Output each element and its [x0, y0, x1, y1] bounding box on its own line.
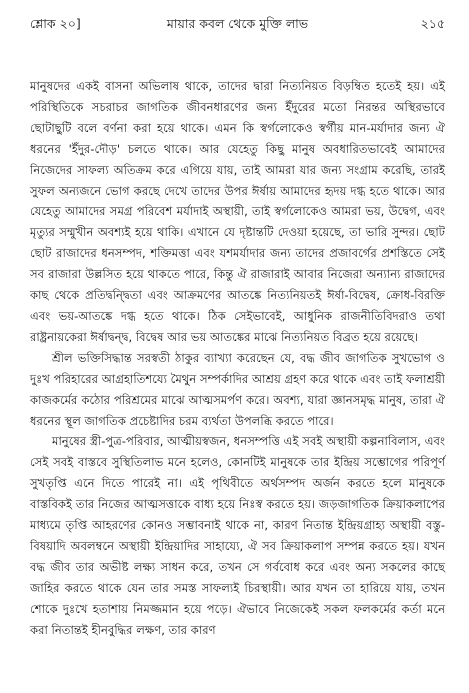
- verse-reference: শ্লোক ২০]: [30, 16, 81, 31]
- paragraph-2: শ্রীল ভক্তিসিদ্ধান্ত সরস্বতী ঠাকুর ব্যাখ্যা করেছেন যে, বদ্ধ জীব জাগতিক সুখভোগ ও দুঃখ পরিহারের আগ্রহাতিশয্যে মৈথুন সম্পর্কাদির আশ্রয় গ্রহণ করে থাকে এবং তাই ফলাশ্রয়ী কাজকর্মের কঠোর পরিশ্রমের মাঝে আত্মসমর্পণ করে। অবশ্য, যারা জ্ঞানসমৃদ্ধ মানুষ, তারা ঐ ধরনের স্থূল জাগতিক প্রচেষ্টাদির চরম ব্যর্থতা উপলব্ধি করতে পারে।: [30, 350, 445, 428]
- chapter-title: মায়ার কবল থেকে মুক্তি লাভ: [166, 16, 309, 31]
- page-number: ২১৫: [420, 16, 445, 31]
- paragraph-1: মানুষদের একই বাসনা অভিলাষ থাকে, তাদের দ্বারা নিত্যনিয়ত বিড়ম্বিত হতেই হয়। এই পরিস্থিতিকে সচরাচর জাগতিক জীবনধারণের জন্য ইঁদুরের মতো নিরন্তর অস্থিরভাবে ছোটাছুটি বলে বর্ণনা করা হয়ে থাকে। এমন কি স্বর্গলোকেও স্বর্গীয় মান-মর্যাদার জন্য ঐ ধরনের 'ইঁদুর-দৌড়' চলতে থাকে। আর যেহেতু কিছু মানুষ অবধারিতভাবেই আমাদের নিজেদের সাফল্য অতিক্রম করে এগিয়ে যায়, তাই আমরা যার জন্য সংগ্রাম করেছি, তারই সুফল অন্যজনে ভোগ করছে দেখে তাদের উপর ঈর্ষায় আমাদের হৃদয় দগ্ধ হতে থাকে। আর যেহেতু আমাদের সমগ্র পরিবেশ মর্যাদাই অস্থায়ী, তাই স্বর্গলোকেও আমরা ভয়, উদ্বেগ, এবং মৃত্যুর সম্মুখীন অবশ্যই হয়ে থাকি। এখানে যে দৃষ্টান্তটি দেওয়া হয়েছে, তা ভারি সুন্দর। ছোট ছোট রাজাদের ধনসম্পদ, শক্তিমত্তা এবং যশমর্যাদার জন্য তাদের প্রজাবর্গের প্রশস্তিতে সেই সব রাজারা উল্লসিত হয়ে থাকতে পারে, কিন্তু ঐ রাজারাই আবার নিজেরা অন্যান্য রাজাদের কাছ থেকে প্রতিদ্বন্দ্বিতা এবং আক্রমণের আতঙ্কে নিত্যনিয়তই ঈর্ষা-বিদ্বেষ, ক্রোধ-বিরক্তি এবং ভয়-আতঙ্কে দগ্ধ হতে থাকে। ঠিক সেইভাবেই, আধুনিক রাজনীতিবিদরাও তথা রাষ্ট্রনায়কেরা ঈর্ষাদ্বন্দ্ব, বিদ্বেষ আর ভয় আতঙ্কের মাঝে নিত্যনিয়ত বিব্রত হয়ে রয়েছে।: [30, 79, 445, 344]
- paragraph-3: মানুষের স্ত্রী-পুত্র-পরিবার, আত্মীয়স্বজন, ধনসম্পত্তি এই সবই অস্থায়ী কল্পনাবিলাস, এবং সেই সবই বাস্তবে সুস্থিতিলাভ মনে হলেও, কোনটিই মানুষকে তার ইন্দ্রিয় সম্ভোগের পরিপূর্ণ সুখতৃপ্তি এনে দিতে পারেই না। এই পৃথিবীতে অর্থসম্পদ অর্জন করতে হলে মানুষকে বাস্তবিকই তার নিজের আত্মসত্তাকে বাধ্য হয়ে নিঃস্ব করতে হয়। জড়জাগতিক ক্রিয়াকলাপের মাধ্যমে তৃপ্তি আহরণের কোনও সম্ভাবনাই থাকে না, কারণ নিতান্ত ইন্দ্রিয়গ্রাহ্য অস্থায়ী বস্তু-বিষয়াদি অবলম্বনে অস্থায়ী ইন্দ্রিয়াদির সাহায্যে, ঐ সব ক্রিয়াকলাপ সম্পন্ন করতে হয়। যখন বদ্ধ জীব তার অভীষ্ট লক্ষ্য সাধন করে, তখন সে গর্ববোধ করে এবং অন্য সকলের কাছে জাহির করতে থাকে যেন তার সমস্ত সাফল্যই চিরস্থায়ী। আর যখন তা হারিয়ে যায়, তখন শোকে দুঃখে হতাশায় নিমজ্জমান হয়ে পড়ে। ঐভাবে নিজেকেই সকল ফলকর্মের কর্তা মনে করা নিতান্তই হীনবুদ্ধির লক্ষণ, তার কারণ: [30, 434, 445, 637]
- book-page: [30, 12, 445, 637]
- page-body: [30, 76, 445, 640]
- running-header: [30, 12, 445, 34]
